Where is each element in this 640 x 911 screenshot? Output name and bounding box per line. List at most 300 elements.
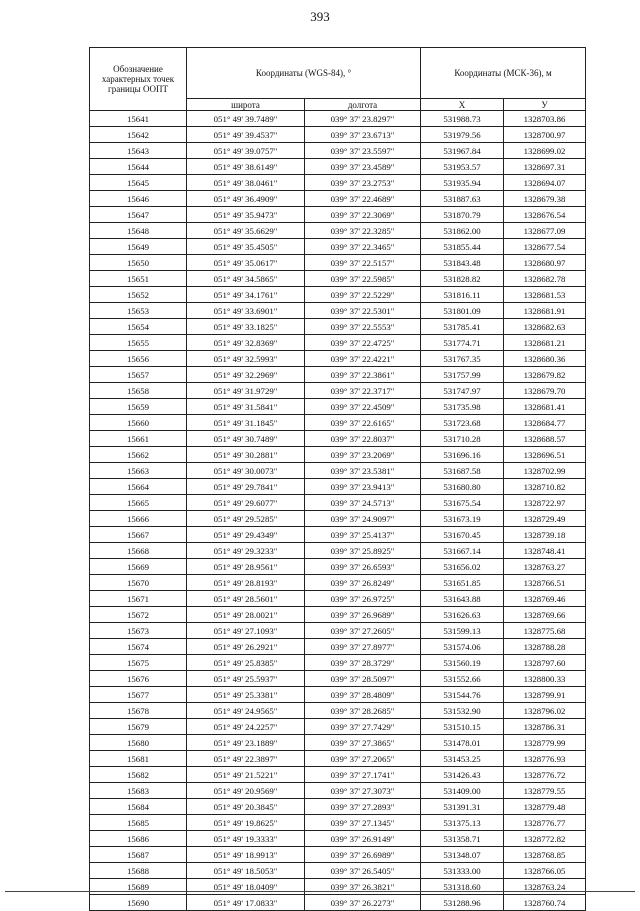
point-id-cell: 15686 bbox=[90, 831, 187, 847]
point-id-cell: 15673 bbox=[90, 623, 187, 639]
point-id-cell: 15680 bbox=[90, 735, 187, 751]
table-row bbox=[90, 335, 586, 351]
y-cell: 1328682.78 bbox=[504, 271, 586, 287]
x-cell: 531687.58 bbox=[421, 463, 504, 479]
longitude-cell: 039° 37' 22.4509" bbox=[305, 399, 421, 415]
longitude-cell: 039° 37' 22.5157" bbox=[305, 255, 421, 271]
y-cell: 1328688.57 bbox=[504, 431, 586, 447]
x-cell: 531967.84 bbox=[421, 143, 504, 159]
y-cell: 1328779.48 bbox=[504, 799, 586, 815]
point-id-cell: 15668 bbox=[90, 543, 187, 559]
longitude-cell: 039° 37' 22.5985" bbox=[305, 271, 421, 287]
point-id-cell: 15659 bbox=[90, 399, 187, 415]
longitude-cell: 039° 37' 26.2273" bbox=[305, 895, 421, 911]
latitude-cell: 051° 49' 39.0757" bbox=[187, 143, 305, 159]
latitude-cell: 051° 49' 38.6149" bbox=[187, 159, 305, 175]
y-cell: 1328760.74 bbox=[504, 895, 586, 911]
longitude-cell: 039° 37' 22.3069" bbox=[305, 207, 421, 223]
y-cell: 1328788.28 bbox=[504, 639, 586, 655]
point-id-cell: 15651 bbox=[90, 271, 187, 287]
point-id-cell: 15682 bbox=[90, 767, 187, 783]
table-row bbox=[90, 431, 586, 447]
point-id-cell: 15671 bbox=[90, 591, 187, 607]
y-cell: 1328776.93 bbox=[504, 751, 586, 767]
point-id-cell: 15663 bbox=[90, 463, 187, 479]
x-cell: 531680.80 bbox=[421, 479, 504, 495]
latitude-cell: 051° 49' 26.2921" bbox=[187, 639, 305, 655]
point-id-cell: 15679 bbox=[90, 719, 187, 735]
x-cell: 531801.09 bbox=[421, 303, 504, 319]
table-row bbox=[90, 863, 586, 879]
longitude-cell: 039° 37' 22.6165" bbox=[305, 415, 421, 431]
x-cell: 531532.90 bbox=[421, 703, 504, 719]
x-cell: 531391.31 bbox=[421, 799, 504, 815]
x-cell: 531870.79 bbox=[421, 207, 504, 223]
point-id-cell: 15652 bbox=[90, 287, 187, 303]
y-cell: 1328710.82 bbox=[504, 479, 586, 495]
latitude-cell: 051° 49' 29.4349" bbox=[187, 527, 305, 543]
point-id-cell: 15656 bbox=[90, 351, 187, 367]
longitude-cell: 039° 37' 26.3821" bbox=[305, 879, 421, 895]
latitude-cell: 051° 49' 25.3381" bbox=[187, 687, 305, 703]
point-id-cell: 15685 bbox=[90, 815, 187, 831]
table-row bbox=[90, 607, 586, 623]
x-cell: 531358.71 bbox=[421, 831, 504, 847]
point-id-cell: 15650 bbox=[90, 255, 187, 271]
longitude-cell: 039° 37' 26.5405" bbox=[305, 863, 421, 879]
longitude-cell: 039° 37' 27.7429" bbox=[305, 719, 421, 735]
latitude-cell: 051° 49' 36.4909" bbox=[187, 191, 305, 207]
y-cell: 1328786.31 bbox=[504, 719, 586, 735]
table-row bbox=[90, 559, 586, 575]
longitude-cell: 039° 37' 27.2605" bbox=[305, 623, 421, 639]
table-row bbox=[90, 351, 586, 367]
latitude-cell: 051° 49' 19.3333" bbox=[187, 831, 305, 847]
latitude-cell: 051° 49' 22.3897" bbox=[187, 751, 305, 767]
point-id-cell: 15660 bbox=[90, 415, 187, 431]
longitude-cell: 039° 37' 27.3073" bbox=[305, 783, 421, 799]
y-cell: 1328739.18 bbox=[504, 527, 586, 543]
latitude-cell: 051° 49' 29.5285" bbox=[187, 511, 305, 527]
point-id-cell: 15654 bbox=[90, 319, 187, 335]
y-cell: 1328700.97 bbox=[504, 127, 586, 143]
latitude-cell: 051° 49' 27.1093" bbox=[187, 623, 305, 639]
point-id-cell: 15683 bbox=[90, 783, 187, 799]
table-row bbox=[90, 367, 586, 383]
y-cell: 1328677.09 bbox=[504, 223, 586, 239]
point-id-cell: 15648 bbox=[90, 223, 187, 239]
x-header: X bbox=[421, 99, 504, 111]
latitude-cell: 051° 49' 18.9913" bbox=[187, 847, 305, 863]
x-cell: 531409.00 bbox=[421, 783, 504, 799]
longitude-cell: 039° 37' 24.5713" bbox=[305, 495, 421, 511]
point-id-cell: 15646 bbox=[90, 191, 187, 207]
table-row bbox=[90, 287, 586, 303]
latitude-cell: 051° 49' 39.4537" bbox=[187, 127, 305, 143]
point-id-cell: 15645 bbox=[90, 175, 187, 191]
longitude-cell: 039° 37' 23.5381" bbox=[305, 463, 421, 479]
y-cell: 1328680.97 bbox=[504, 255, 586, 271]
latitude-cell: 051° 49' 32.5993" bbox=[187, 351, 305, 367]
longitude-cell: 039° 37' 22.3717" bbox=[305, 383, 421, 399]
table-row bbox=[90, 239, 586, 255]
longitude-cell: 039° 37' 22.3285" bbox=[305, 223, 421, 239]
latitude-cell: 051° 49' 32.2969" bbox=[187, 367, 305, 383]
y-cell: 1328729.49 bbox=[504, 511, 586, 527]
latitude-cell: 051° 49' 34.5865" bbox=[187, 271, 305, 287]
longitude-cell: 039° 37' 28.3729" bbox=[305, 655, 421, 671]
x-cell: 531333.00 bbox=[421, 863, 504, 879]
table-row bbox=[90, 703, 586, 719]
x-cell: 531696.16 bbox=[421, 447, 504, 463]
table-row bbox=[90, 271, 586, 287]
x-cell: 531767.35 bbox=[421, 351, 504, 367]
y-cell: 1328766.51 bbox=[504, 575, 586, 591]
designation-header: Обозначение характерных точек границы ООПТ bbox=[90, 48, 187, 111]
y-cell: 1328699.02 bbox=[504, 143, 586, 159]
table-row bbox=[90, 767, 586, 783]
x-cell: 531426.43 bbox=[421, 767, 504, 783]
latitude-cell: 051° 49' 28.0021" bbox=[187, 607, 305, 623]
table-row bbox=[90, 639, 586, 655]
table-row bbox=[90, 399, 586, 415]
x-cell: 531988.73 bbox=[421, 111, 504, 127]
x-cell: 531673.19 bbox=[421, 511, 504, 527]
bottom-divider bbox=[5, 891, 635, 892]
y-cell: 1328703.86 bbox=[504, 111, 586, 127]
y-cell: 1328779.55 bbox=[504, 783, 586, 799]
x-cell: 531887.63 bbox=[421, 191, 504, 207]
msk36-header: Координаты (МСК-36), м bbox=[421, 48, 586, 99]
latitude-cell: 051° 49' 18.5053" bbox=[187, 863, 305, 879]
latitude-cell: 051° 49' 35.6629" bbox=[187, 223, 305, 239]
point-id-cell: 15684 bbox=[90, 799, 187, 815]
longitude-cell: 039° 37' 22.4725" bbox=[305, 335, 421, 351]
table-row bbox=[90, 831, 586, 847]
latitude-cell: 051° 49' 34.1761" bbox=[187, 287, 305, 303]
y-cell: 1328799.91 bbox=[504, 687, 586, 703]
x-cell: 531510.15 bbox=[421, 719, 504, 735]
latitude-cell: 051° 49' 31.1845" bbox=[187, 415, 305, 431]
latitude-cell: 051° 49' 24.2257" bbox=[187, 719, 305, 735]
table-row bbox=[90, 799, 586, 815]
table-row bbox=[90, 479, 586, 495]
y-cell: 1328769.46 bbox=[504, 591, 586, 607]
longitude-cell: 039° 37' 25.8925" bbox=[305, 543, 421, 559]
latitude-cell: 051° 49' 38.0461" bbox=[187, 175, 305, 191]
table-row bbox=[90, 415, 586, 431]
x-cell: 531599.13 bbox=[421, 623, 504, 639]
point-id-cell: 15670 bbox=[90, 575, 187, 591]
y-cell: 1328772.82 bbox=[504, 831, 586, 847]
longitude-cell: 039° 37' 28.5097" bbox=[305, 671, 421, 687]
x-cell: 531843.48 bbox=[421, 255, 504, 271]
x-cell: 531544.76 bbox=[421, 687, 504, 703]
table-row bbox=[90, 175, 586, 191]
longitude-cell: 039° 37' 26.9149" bbox=[305, 831, 421, 847]
table-row bbox=[90, 543, 586, 559]
table-row bbox=[90, 815, 586, 831]
table-row bbox=[90, 751, 586, 767]
table-row bbox=[90, 735, 586, 751]
longitude-cell: 039° 37' 26.9689" bbox=[305, 607, 421, 623]
x-cell: 531560.19 bbox=[421, 655, 504, 671]
table-row bbox=[90, 527, 586, 543]
table-row bbox=[90, 783, 586, 799]
y-cell: 1328681.41 bbox=[504, 399, 586, 415]
table-row bbox=[90, 591, 586, 607]
wgs84-header: Координаты (WGS-84), ° bbox=[187, 48, 421, 99]
latitude-cell: 051° 49' 21.5221" bbox=[187, 767, 305, 783]
latitude-cell: 051° 49' 35.0617" bbox=[187, 255, 305, 271]
latitude-cell: 051° 49' 35.9473" bbox=[187, 207, 305, 223]
longitude-cell: 039° 37' 23.2753" bbox=[305, 175, 421, 191]
y-cell: 1328797.60 bbox=[504, 655, 586, 671]
longitude-cell: 039° 37' 23.6713" bbox=[305, 127, 421, 143]
point-id-cell: 15678 bbox=[90, 703, 187, 719]
point-id-cell: 15657 bbox=[90, 367, 187, 383]
longitude-cell: 039° 37' 23.8297" bbox=[305, 111, 421, 127]
table-row bbox=[90, 447, 586, 463]
longitude-cell: 039° 37' 28.2685" bbox=[305, 703, 421, 719]
longitude-cell: 039° 37' 27.1345" bbox=[305, 815, 421, 831]
table-row bbox=[90, 495, 586, 511]
point-id-cell: 15647 bbox=[90, 207, 187, 223]
table-row bbox=[90, 111, 586, 127]
y-cell: 1328681.53 bbox=[504, 287, 586, 303]
x-cell: 531735.98 bbox=[421, 399, 504, 415]
latitude-cell: 051° 49' 39.7489" bbox=[187, 111, 305, 127]
table-row bbox=[90, 575, 586, 591]
point-id-cell: 15665 bbox=[90, 495, 187, 511]
x-cell: 531828.82 bbox=[421, 271, 504, 287]
point-id-cell: 15641 bbox=[90, 111, 187, 127]
table-row bbox=[90, 143, 586, 159]
y-cell: 1328769.66 bbox=[504, 607, 586, 623]
x-cell: 531675.54 bbox=[421, 495, 504, 511]
x-cell: 531651.85 bbox=[421, 575, 504, 591]
latitude-cell: 051° 49' 32.8369" bbox=[187, 335, 305, 351]
y-cell: 1328776.72 bbox=[504, 767, 586, 783]
table-row bbox=[90, 463, 586, 479]
x-cell: 531935.94 bbox=[421, 175, 504, 191]
point-id-cell: 15662 bbox=[90, 447, 187, 463]
table-row bbox=[90, 127, 586, 143]
y-cell: 1328679.70 bbox=[504, 383, 586, 399]
y-cell: 1328748.41 bbox=[504, 543, 586, 559]
longitude-cell: 039° 37' 27.8977" bbox=[305, 639, 421, 655]
x-cell: 531953.57 bbox=[421, 159, 504, 175]
longitude-cell: 039° 37' 23.9413" bbox=[305, 479, 421, 495]
y-cell: 1328677.54 bbox=[504, 239, 586, 255]
point-id-cell: 15644 bbox=[90, 159, 187, 175]
x-cell: 531348.07 bbox=[421, 847, 504, 863]
table-row bbox=[90, 671, 586, 687]
point-id-cell: 15661 bbox=[90, 431, 187, 447]
x-cell: 531656.02 bbox=[421, 559, 504, 575]
point-id-cell: 15642 bbox=[90, 127, 187, 143]
y-cell: 1328702.99 bbox=[504, 463, 586, 479]
y-cell: 1328694.07 bbox=[504, 175, 586, 191]
point-id-cell: 15676 bbox=[90, 671, 187, 687]
longitude-header: долгота bbox=[305, 99, 421, 111]
longitude-cell: 039° 37' 26.6593" bbox=[305, 559, 421, 575]
x-cell: 531785.41 bbox=[421, 319, 504, 335]
longitude-cell: 039° 37' 27.1741" bbox=[305, 767, 421, 783]
latitude-cell: 051° 49' 20.9569" bbox=[187, 783, 305, 799]
longitude-cell: 039° 37' 27.2893" bbox=[305, 799, 421, 815]
latitude-cell: 051° 49' 35.4505" bbox=[187, 239, 305, 255]
point-id-cell: 15672 bbox=[90, 607, 187, 623]
y-cell: 1328676.54 bbox=[504, 207, 586, 223]
y-cell: 1328766.05 bbox=[504, 863, 586, 879]
latitude-cell: 051° 49' 29.6077" bbox=[187, 495, 305, 511]
table-row bbox=[90, 623, 586, 639]
x-cell: 531574.06 bbox=[421, 639, 504, 655]
table-row bbox=[90, 303, 586, 319]
table-row bbox=[90, 687, 586, 703]
x-cell: 531453.25 bbox=[421, 751, 504, 767]
y-cell: 1328684.77 bbox=[504, 415, 586, 431]
latitude-cell: 051° 49' 18.0409" bbox=[187, 879, 305, 895]
latitude-cell: 051° 49' 31.5841" bbox=[187, 399, 305, 415]
point-id-cell: 15666 bbox=[90, 511, 187, 527]
coordinates-table bbox=[89, 47, 586, 911]
longitude-cell: 039° 37' 27.3865" bbox=[305, 735, 421, 751]
point-id-cell: 15677 bbox=[90, 687, 187, 703]
latitude-cell: 051° 49' 23.1889" bbox=[187, 735, 305, 751]
longitude-cell: 039° 37' 23.2069" bbox=[305, 447, 421, 463]
page-number: 393 bbox=[310, 9, 330, 24]
table-row bbox=[90, 847, 586, 863]
longitude-cell: 039° 37' 28.4809" bbox=[305, 687, 421, 703]
latitude-cell: 051° 49' 25.8385" bbox=[187, 655, 305, 671]
table-row bbox=[90, 383, 586, 399]
y-cell: 1328768.85 bbox=[504, 847, 586, 863]
point-id-cell: 15664 bbox=[90, 479, 187, 495]
table-row bbox=[90, 511, 586, 527]
point-id-cell: 15667 bbox=[90, 527, 187, 543]
y-cell: 1328682.63 bbox=[504, 319, 586, 335]
latitude-cell: 051° 49' 31.9729" bbox=[187, 383, 305, 399]
longitude-cell: 039° 37' 22.5229" bbox=[305, 287, 421, 303]
table-body bbox=[90, 111, 586, 911]
latitude-cell: 051° 49' 30.0073" bbox=[187, 463, 305, 479]
table-row bbox=[90, 719, 586, 735]
point-id-cell: 15653 bbox=[90, 303, 187, 319]
longitude-cell: 039° 37' 24.9097" bbox=[305, 511, 421, 527]
table-row bbox=[90, 255, 586, 271]
x-cell: 531774.71 bbox=[421, 335, 504, 351]
y-cell: 1328722.97 bbox=[504, 495, 586, 511]
latitude-cell: 051° 49' 28.8193" bbox=[187, 575, 305, 591]
latitude-cell: 051° 49' 33.1825" bbox=[187, 319, 305, 335]
y-header: У bbox=[504, 99, 586, 111]
y-cell: 1328681.21 bbox=[504, 335, 586, 351]
x-cell: 531667.14 bbox=[421, 543, 504, 559]
point-id-cell: 15649 bbox=[90, 239, 187, 255]
point-id-cell: 15681 bbox=[90, 751, 187, 767]
y-cell: 1328680.36 bbox=[504, 351, 586, 367]
x-cell: 531626.63 bbox=[421, 607, 504, 623]
y-cell: 1328763.24 bbox=[504, 879, 586, 895]
x-cell: 531855.44 bbox=[421, 239, 504, 255]
table-row bbox=[90, 191, 586, 207]
y-cell: 1328776.77 bbox=[504, 815, 586, 831]
point-id-cell: 15669 bbox=[90, 559, 187, 575]
x-cell: 531670.45 bbox=[421, 527, 504, 543]
latitude-cell: 051° 49' 24.9565" bbox=[187, 703, 305, 719]
longitude-cell: 039° 37' 23.5597" bbox=[305, 143, 421, 159]
point-id-cell: 15690 bbox=[90, 895, 187, 911]
table-row bbox=[90, 655, 586, 671]
y-cell: 1328697.31 bbox=[504, 159, 586, 175]
longitude-cell: 039° 37' 22.3465" bbox=[305, 239, 421, 255]
y-cell: 1328775.68 bbox=[504, 623, 586, 639]
x-cell: 531318.60 bbox=[421, 879, 504, 895]
point-id-cell: 15687 bbox=[90, 847, 187, 863]
longitude-cell: 039° 37' 22.8037" bbox=[305, 431, 421, 447]
latitude-cell: 051° 49' 25.5937" bbox=[187, 671, 305, 687]
longitude-cell: 039° 37' 22.5553" bbox=[305, 319, 421, 335]
longitude-cell: 039° 37' 26.6989" bbox=[305, 847, 421, 863]
y-cell: 1328696.51 bbox=[504, 447, 586, 463]
y-cell: 1328679.38 bbox=[504, 191, 586, 207]
x-cell: 531552.66 bbox=[421, 671, 504, 687]
latitude-cell: 051° 49' 29.7841" bbox=[187, 479, 305, 495]
x-cell: 531375.13 bbox=[421, 815, 504, 831]
table-row bbox=[90, 159, 586, 175]
x-cell: 531723.68 bbox=[421, 415, 504, 431]
y-cell: 1328763.27 bbox=[504, 559, 586, 575]
longitude-cell: 039° 37' 22.5301" bbox=[305, 303, 421, 319]
latitude-cell: 051° 49' 19.8625" bbox=[187, 815, 305, 831]
point-id-cell: 15689 bbox=[90, 879, 187, 895]
latitude-cell: 051° 49' 20.3845" bbox=[187, 799, 305, 815]
table-row bbox=[90, 223, 586, 239]
y-cell: 1328796.02 bbox=[504, 703, 586, 719]
x-cell: 531979.56 bbox=[421, 127, 504, 143]
x-cell: 531478.01 bbox=[421, 735, 504, 751]
x-cell: 531288.96 bbox=[421, 895, 504, 911]
point-id-cell: 15655 bbox=[90, 335, 187, 351]
longitude-cell: 039° 37' 27.2065" bbox=[305, 751, 421, 767]
x-cell: 531747.97 bbox=[421, 383, 504, 399]
longitude-cell: 039° 37' 26.9725" bbox=[305, 591, 421, 607]
x-cell: 531757.99 bbox=[421, 367, 504, 383]
latitude-cell: 051° 49' 33.6901" bbox=[187, 303, 305, 319]
longitude-cell: 039° 37' 25.4137" bbox=[305, 527, 421, 543]
x-cell: 531862.00 bbox=[421, 223, 504, 239]
x-cell: 531643.88 bbox=[421, 591, 504, 607]
x-cell: 531710.28 bbox=[421, 431, 504, 447]
x-cell: 531816.11 bbox=[421, 287, 504, 303]
y-cell: 1328679.82 bbox=[504, 367, 586, 383]
longitude-cell: 039° 37' 22.3861" bbox=[305, 367, 421, 383]
latitude-cell: 051° 49' 28.5601" bbox=[187, 591, 305, 607]
latitude-cell: 051° 49' 29.3233" bbox=[187, 543, 305, 559]
point-id-cell: 15675 bbox=[90, 655, 187, 671]
table-row bbox=[90, 319, 586, 335]
longitude-cell: 039° 37' 23.4589" bbox=[305, 159, 421, 175]
longitude-cell: 039° 37' 22.4689" bbox=[305, 191, 421, 207]
latitude-cell: 051° 49' 30.7489" bbox=[187, 431, 305, 447]
table-header-row bbox=[90, 48, 586, 99]
y-cell: 1328681.91 bbox=[504, 303, 586, 319]
point-id-cell: 15658 bbox=[90, 383, 187, 399]
point-id-cell: 15674 bbox=[90, 639, 187, 655]
y-cell: 1328800.33 bbox=[504, 671, 586, 687]
